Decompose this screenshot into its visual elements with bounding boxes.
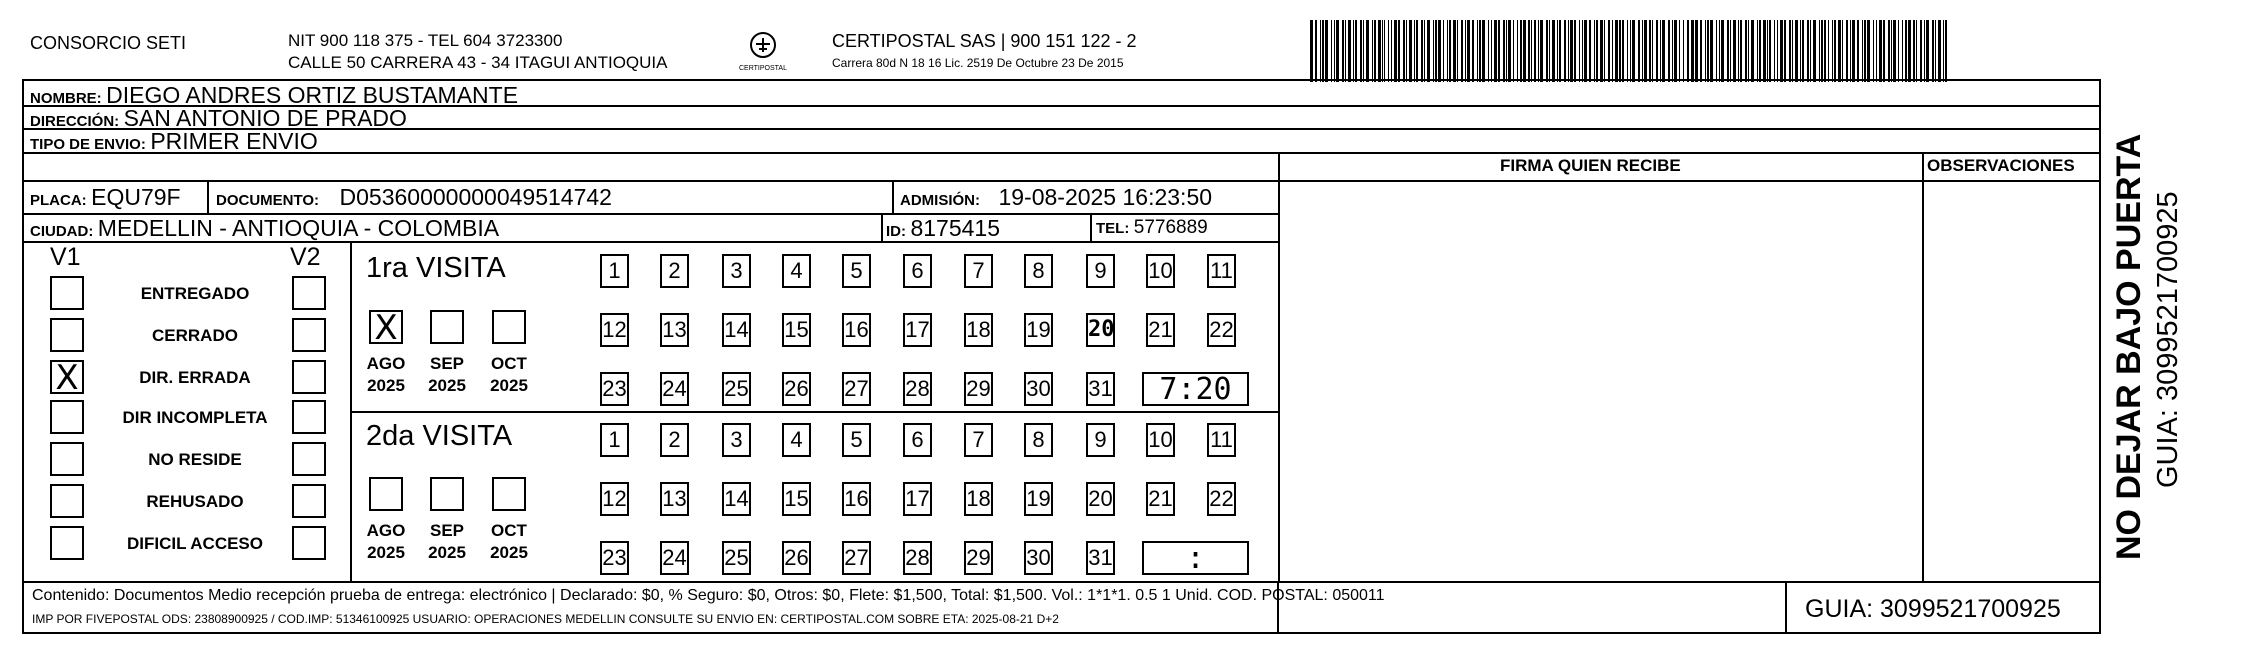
day-box[interactable]: 31 (1086, 541, 1115, 575)
v1-checkbox[interactable] (50, 526, 84, 560)
direccion-label: DIRECCIÓN: (30, 113, 120, 130)
day-box[interactable]: 3 (722, 423, 751, 457)
day-box[interactable]: 30 (1024, 372, 1053, 406)
time-box[interactable]: : (1142, 541, 1249, 575)
v1-checkbox[interactable] (50, 484, 84, 518)
day-box[interactable]: 22 (1207, 482, 1236, 516)
day-box[interactable]: 25 (722, 541, 751, 575)
day-box[interactable]: 21 (1146, 313, 1175, 347)
time-box[interactable]: 7:20 (1142, 372, 1249, 406)
v2-checkbox[interactable] (292, 276, 326, 310)
visit1-title: 1ra VISITA (366, 252, 506, 284)
day-box[interactable]: 3 (722, 254, 751, 288)
day-box[interactable]: 8 (1024, 254, 1053, 288)
status-label: DIFICIL ACCESO (126, 534, 263, 553)
day-box[interactable]: 22 (1207, 313, 1236, 347)
v2-checkbox[interactable] (292, 318, 326, 352)
day-box[interactable]: 16 (842, 482, 871, 516)
documento-value: D05360000000049514742 (339, 184, 612, 210)
day-box[interactable]: 1 (600, 423, 629, 457)
year-label: 2025 (428, 543, 466, 562)
month-label: OCT (491, 354, 527, 373)
day-box[interactable]: 28 (903, 541, 932, 575)
ciudad-value: MEDELLIN - ANTIOQUIA - COLOMBIA (97, 215, 500, 241)
month-label: AGO (366, 521, 406, 540)
admision-row (900, 182, 1212, 216)
day-box[interactable]: 9 (1086, 254, 1115, 288)
tipo-value: PRIMER ENVIO (150, 128, 318, 154)
day-box[interactable]: 27 (842, 541, 871, 575)
day-box[interactable]: 10 (1146, 423, 1175, 457)
day-box[interactable]: 26 (782, 541, 811, 575)
day-box[interactable]: 13 (660, 313, 689, 347)
id-value: 8175415 (910, 215, 1000, 241)
v2-checkbox[interactable] (292, 442, 326, 476)
year-label: 2025 (367, 376, 405, 395)
month-label: SEP (429, 521, 465, 540)
day-box[interactable]: 7 (964, 423, 993, 457)
day-box[interactable]: 7 (964, 254, 993, 288)
day-box[interactable]: 19 (1024, 482, 1053, 516)
status-label: ENTREGADO (140, 284, 250, 303)
v1-label: V1 (50, 243, 81, 271)
footer-contenido: Contenido: Documentos Medio recepción prueba de entrega: electrónico | Declarado: $0, % Seguro: $0, Otros: $0, Flete: $1,500, Total: $1,500. Vol.: 1*1*1. 0.5 1 Unid. COD. POSTAL: 050011 (32, 587, 1385, 604)
v1-checkbox[interactable] (50, 318, 84, 352)
direccion-value: SAN ANTONIO DE PRADO (123, 105, 407, 131)
status-label: CERRADO (152, 326, 238, 345)
status-label: DIR. ERRADA (139, 368, 251, 387)
placa-value: EQU79F (91, 184, 181, 210)
day-box[interactable]: 14 (722, 313, 751, 347)
day-box[interactable]: 16 (842, 313, 871, 347)
v1-checkbox[interactable] (50, 276, 84, 310)
month-checkbox[interactable] (492, 310, 526, 344)
day-box[interactable]: 20 (1086, 313, 1115, 347)
day-box[interactable]: 4 (782, 254, 811, 288)
year-label: 2025 (490, 376, 528, 395)
month-checkbox[interactable] (492, 477, 526, 511)
visit2-title: 2da VISITA (366, 420, 513, 452)
tel-value: 5776889 (1133, 217, 1208, 238)
v2-checkbox[interactable] (292, 400, 326, 434)
documento-label: DOCUMENTO: (216, 192, 320, 209)
nombre-value: DIEGO ANDRES ORTIZ BUSTAMANTE (106, 82, 519, 108)
day-box[interactable]: 2 (660, 423, 689, 457)
day-box[interactable]: 20 (1086, 482, 1115, 516)
address-line: CALLE 50 CARRERA 43 - 34 ITAGUI ANTIOQUIA (288, 53, 668, 72)
day-box[interactable]: 10 (1146, 254, 1175, 288)
barcode (1310, 20, 1950, 82)
consorcio-name: CONSORCIO SETI (30, 33, 187, 53)
day-box[interactable]: 12 (600, 313, 629, 347)
year-label: 2025 (428, 376, 466, 395)
day-box[interactable]: 11 (1207, 423, 1236, 457)
id-label: ID: (886, 223, 906, 240)
month-checkbox[interactable]: X (369, 310, 403, 344)
day-box[interactable]: 18 (964, 482, 993, 516)
tel-row (1096, 215, 1208, 242)
status-label: DIR INCOMPLETA (122, 408, 268, 427)
day-box[interactable]: 12 (600, 482, 629, 516)
day-box[interactable]: 18 (964, 313, 993, 347)
year-label: 2025 (367, 543, 405, 562)
month-checkbox[interactable] (430, 310, 464, 344)
tel-label: TEL: (1096, 220, 1130, 237)
day-box[interactable]: 1 (600, 254, 629, 288)
tipo-row (30, 130, 318, 156)
tipo-label: TIPO DE ENVIO: (30, 136, 146, 153)
documento-row (216, 182, 612, 216)
day-box[interactable]: 13 (660, 482, 689, 516)
v1-checkbox[interactable] (50, 400, 84, 434)
carrera-line: Carrera 80d N 18 16 Lic. 2519 De Octubre 23 De 2015 (832, 56, 1124, 70)
id-row (886, 215, 1000, 245)
day-box[interactable]: 14 (722, 482, 751, 516)
day-box[interactable]: 31 (1086, 372, 1115, 406)
logo-text: CERTIPOSTAL (739, 65, 787, 72)
day-box[interactable]: 27 (842, 372, 871, 406)
status-label: NO RESIDE (148, 450, 242, 469)
day-box[interactable]: 8 (1024, 423, 1053, 457)
firma-label: FIRMA QUIEN RECIBE (1500, 156, 1681, 175)
day-box[interactable]: 15 (782, 482, 811, 516)
v2-checkbox[interactable] (292, 484, 326, 518)
year-label: 2025 (490, 543, 528, 562)
day-box[interactable]: 5 (842, 423, 871, 457)
month-checkbox[interactable] (430, 477, 464, 511)
day-box[interactable]: 9 (1086, 423, 1115, 457)
logo-icon (748, 30, 778, 60)
day-box[interactable]: 19 (1024, 313, 1053, 347)
certipostal-info: CERTIPOSTAL SAS | 900 151 122 - 2 (832, 31, 1137, 51)
v2-label: V2 (290, 243, 321, 271)
admision-value: 19-08-2025 16:23:50 (998, 184, 1213, 210)
nombre-label: NOMBRE: (30, 90, 102, 107)
month-label: OCT (491, 521, 527, 540)
day-box[interactable]: 24 (660, 541, 689, 575)
v2-checkbox[interactable] (292, 360, 326, 394)
placa-row (30, 182, 181, 216)
v2-checkbox[interactable] (292, 526, 326, 560)
certipostal-logo (738, 30, 788, 76)
nit-line: NIT 900 118 375 - TEL 604 3723300 (288, 31, 563, 50)
day-box[interactable]: 23 (600, 372, 629, 406)
month-checkbox[interactable] (369, 477, 403, 511)
shipping-label-frame (22, 79, 2101, 634)
day-box[interactable]: 24 (660, 372, 689, 406)
day-box[interactable]: 21 (1146, 482, 1175, 516)
day-box[interactable]: 4 (782, 423, 811, 457)
month-label: SEP (429, 354, 465, 373)
day-box[interactable]: 29 (964, 541, 993, 575)
side-guia: GUIA: 3099521700925 (2152, 191, 2184, 488)
status-label: REHUSADO (146, 492, 244, 511)
day-box[interactable]: 28 (903, 372, 932, 406)
day-box[interactable]: 25 (722, 372, 751, 406)
day-box[interactable]: 29 (964, 372, 993, 406)
day-box[interactable]: 5 (842, 254, 871, 288)
admision-label: ADMISIÓN: (900, 192, 980, 209)
footer-imp: IMP POR FIVEPOSTAL ODS: 23808900925 / COD.IMP: 51346100925 USUARIO: OPERACIONES MEDELLIN CONSULTE SU ENVIO EN: CERTIPOSTAL.COM SOBRE ETA: 2025-08-21 D+2 (32, 612, 1059, 626)
day-box[interactable]: 11 (1207, 254, 1236, 288)
v1-checkbox[interactable]: X (50, 360, 84, 394)
v1-checkbox[interactable] (50, 442, 84, 476)
day-box[interactable]: 6 (903, 423, 932, 457)
day-box[interactable]: 17 (903, 313, 932, 347)
day-box[interactable]: 15 (782, 313, 811, 347)
ciudad-row (30, 215, 499, 245)
day-box[interactable]: 23 (600, 541, 629, 575)
day-box[interactable]: 17 (903, 482, 932, 516)
day-box[interactable]: 6 (903, 254, 932, 288)
month-label: AGO (366, 354, 406, 373)
observaciones-label: OBSERVACIONES (1927, 156, 2075, 175)
no-dejar-bajo-puerta: NO DEJAR BAJO PUERTA (2110, 133, 2148, 560)
footer-guia: GUIA: 3099521700925 (1805, 595, 2061, 623)
day-box[interactable]: 26 (782, 372, 811, 406)
ciudad-label: CIUDAD: (30, 223, 94, 240)
day-box[interactable]: 2 (660, 254, 689, 288)
placa-label: PLACA: (30, 192, 87, 209)
day-box[interactable]: 30 (1024, 541, 1053, 575)
